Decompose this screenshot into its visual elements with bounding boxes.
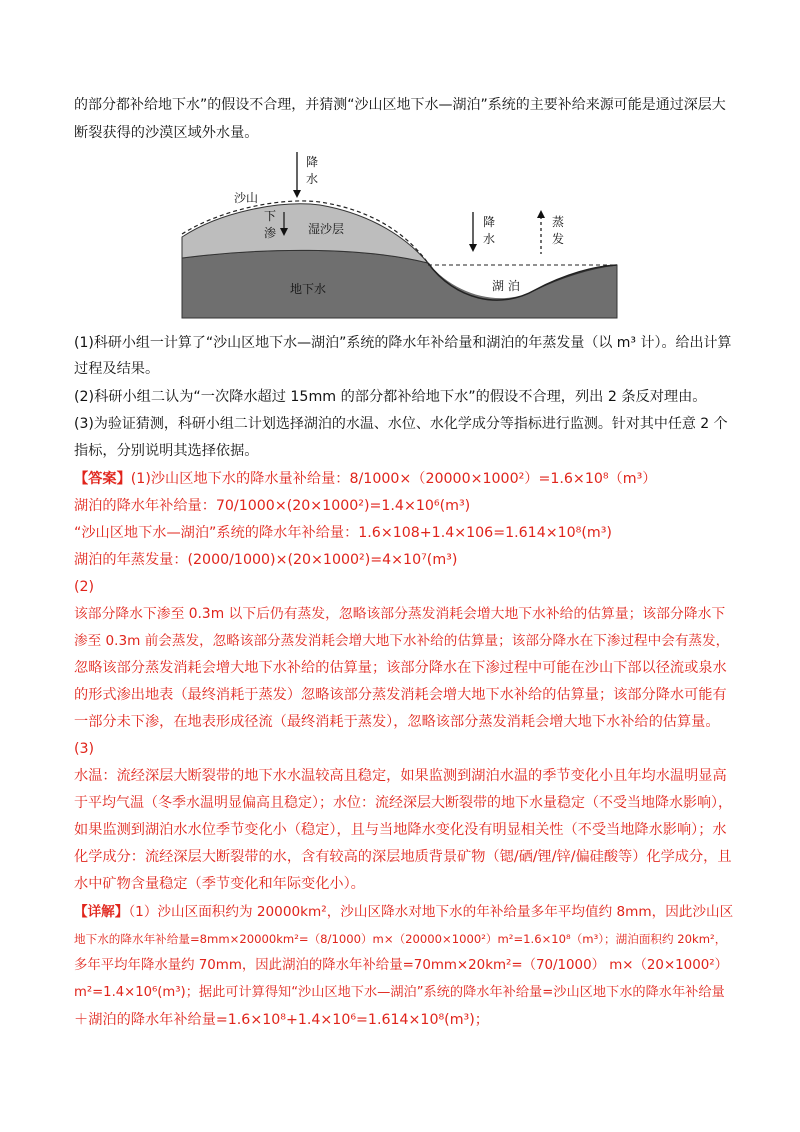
answer-2-head: (2) [74,579,95,595]
answer-1-line-4: 湖泊的年蒸发量：(2000/1000)×(20×1000²)=4×10⁷(m³) [74,552,458,568]
answer-2-line-3: 忽略该部分蒸发消耗会增大地下水补给的估算量；该部分降水在下渗过程中可能在沙山下部以径流或泉水 [74,660,727,676]
detail-line-1-text: （1）沙山区面积约为 20000km²，沙山区降水对地下水的年补给量多年平均值约 8mm，因此沙山区 [128,904,734,920]
answer-3-line-4: 化学成分：流经深层大断裂带的水，含有较高的深层地质背景矿物（锶/硒/锂/锌/偏硅酸等）化学成分，且 [74,849,732,865]
answer-3-head: (3) [74,741,95,757]
label-infiltrate-1: 下 [264,209,277,223]
groundwater-region [182,250,617,318]
answer-1-line-3: “沙山区地下水—湖泊”系统的降水年补给量：1.6×108+1.4×106=1.614×10⁸(m³) [74,525,612,541]
label-precip-right-1: 降 [483,215,496,229]
question-1-line-2: 过程及结果。 [74,361,160,377]
label-groundwater: 地下水 [290,282,327,296]
label-precip-left-1: 降 [306,155,319,169]
label-evap-2: 发 [552,232,565,246]
answer-3-line-2: 于平均气温（冬季水温明显偏高且稳定）；水位：流经深层大断裂带的地下水量稳定（不受当地降水影响）， [74,795,732,811]
answer-2-line-2: 渗至 0.3m 前会蒸发，忽略该部分蒸发消耗会增大地下水补给的估算量；该部分降水在下渗过程中会有蒸发， [74,633,730,649]
answer-3-line-5: 水中矿物含量稳定（季节变化和年际变化小）。 [74,876,365,892]
label-infiltrate-2: 渗 [264,226,277,240]
label-sand-hill: 沙山 [234,191,259,205]
detail-line-1 [74,903,734,921]
label-lake: 湖 泊 [492,279,520,293]
question-3-line-2: 指标，分别说明其选择依据。 [74,443,259,459]
label-evap-1: 蒸 [552,215,565,229]
detail-tag: 【详解】 [74,904,129,920]
intro-line-1: 的部分都补给地下水”的假设不合理，并猜测“沙山区地下水—湖泊”系统的主要补给来源可能是通过深层大 [74,97,726,113]
question-1-line-1: (1)科研小组一计算了“沙山区地下水—湖泊”系统的降水年补给量和湖泊的年蒸发量（以 m³ 计）。给出计算 [74,335,732,351]
answer-3-line-3: 如果监测到湖泊水水位季节变化小（稳定），且与当地降水变化没有明显相关性（不受当地降水影响）；水 [74,822,727,838]
question-2: (2)科研小组二认为“一次降水超过 15mm 的部分都补给地下水”的假设不合理，列出 2 条反对理由。 [74,389,707,405]
answer-1-line-1 [74,470,734,488]
answer-2-line-4: 的形式渗出地表（最终消耗于蒸发）忽略该部分蒸发消耗会增大地下水补给的估算量；该部分降水可能有 [74,687,727,703]
detail-line-3: 多年平均年降水量约 70mm，因此湖泊的降水年补给量=70mm×20km²=（70/1000） m×（20×1000²） [74,958,728,973]
answer-1-line-1-text: (1)沙山区地下水的降水量补给量：8/1000×（20000×1000²）=1.6×10⁸（m³） [130,471,657,487]
answer-tag: 【答案】 [74,471,131,487]
intro-line-2: 断裂获得的沙漠区域外水量。 [74,125,259,141]
label-wet-sand: 湿沙层 [308,222,345,236]
detail-line-2: 地下水的降水年补给量=8mm×20000km²=（8/1000）m×（20000×1000²）m²=1.6×10⁸（m³）；湖泊面积约 20km²， [74,932,727,946]
answer-3-line-1: 水温：流经深层大断裂带的地下水水温较高且稳定，如果监测到湖泊水温的季节变化小且年均水温明显高 [74,768,727,784]
answer-2-line-5: 一部分未下渗，在地表形成径流（最终消耗于蒸发），忽略该部分蒸发消耗会增大地下水补给的估算量。 [74,714,720,730]
answer-2-line-1: 该部分降水下渗至 0.3m 以下后仍有蒸发，忽略该部分蒸发消耗会增大地下水补给的估算量；该部分降水下 [74,606,726,622]
sand-hill-lake-diagram [180,150,620,320]
detail-line-5: ＋湖泊的降水年补给量=1.6×10⁸+1.4×10⁶=1.614×10⁸(m³)； [74,1012,489,1028]
label-precip-right-2: 水 [483,232,496,246]
answer-1-line-2: 湖泊的降水年补给量：70/1000×(20×1000²)=1.4×10⁶(m³) [74,498,471,514]
question-3-line-1: (3)为验证猜测，科研小组二计划选择湖泊的水温、水位、水化学成分等指标进行监测。针对其中任意 2 个 [74,416,728,432]
label-precip-left-2: 水 [306,172,319,186]
detail-line-4: m²=1.4×10⁶(m³)；据此可计算得知“沙山区地下水—湖泊”系统的降水年补给量=沙山区地下水的降水年补给量 [74,985,725,1000]
